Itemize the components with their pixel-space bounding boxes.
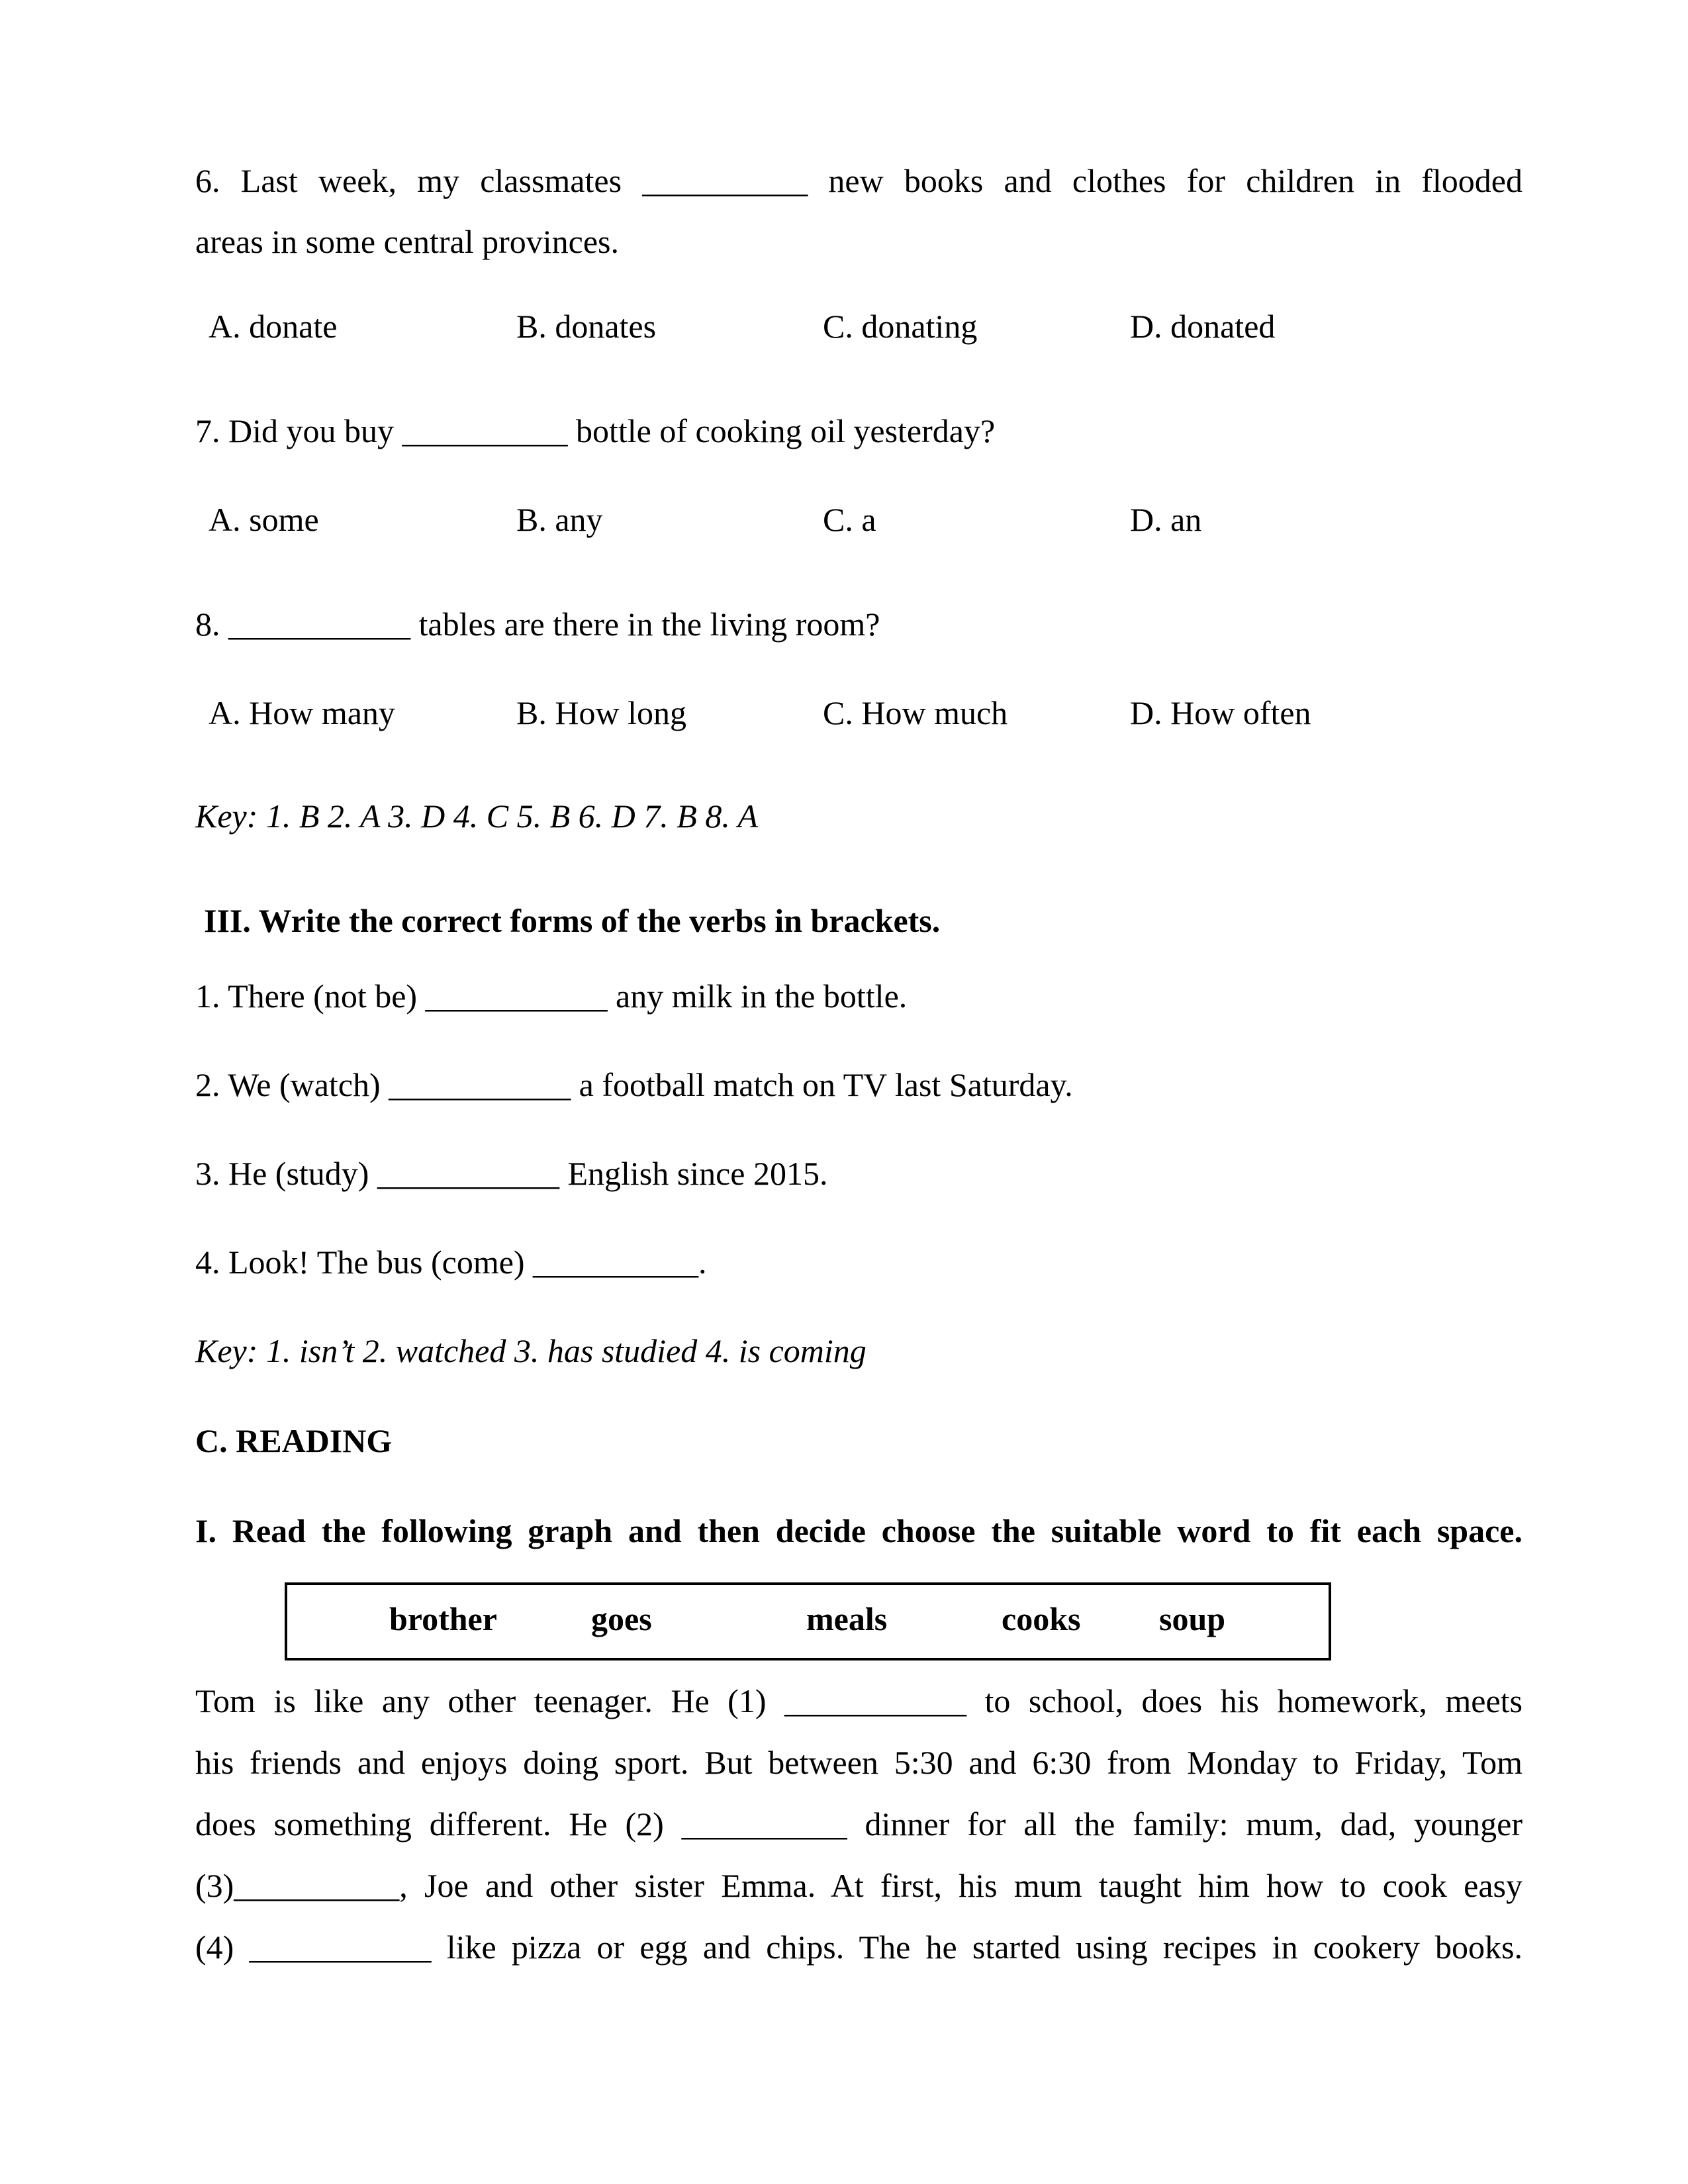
question-7-option-c: C. a [823,501,876,538]
question-6-line-1: 6. Last week, my classmates __________ new books and clothes for children in flooded [195,162,1523,199]
word-box-item: cooks [1002,1600,1081,1637]
passage-line: (3)__________, Joe and other sister Emma. At first, his mum taught him how to cook easy [195,1867,1523,1904]
question-7-option-b: B. any [516,501,603,538]
question-6-option-c: C. donating [823,308,978,345]
answer-key-multiple-choice: Key: 1. B 2. A 3. D 4. C 5. B 6. D 7. B 8. A [195,797,758,835]
reading-task-heading: I. Read the following graph and then decide choose the suitable word to fit each space. [195,1512,1523,1549]
verb-item-4: 4. Look! The bus (come) __________. [195,1244,707,1281]
reading-section-heading: C. READING [195,1422,393,1459]
verb-item-1: 1. There (not be) ___________ any milk in the bottle. [195,978,908,1015]
question-8-option-a: A. How many [209,694,395,731]
question-6-option-b: B. donates [516,308,657,345]
question-6-line-2: areas in some central provinces. [195,223,620,260]
question-7-option-d: D. an [1130,501,1202,538]
question-8-option-b: B. How long [516,694,686,731]
passage-line: (4) ___________ like pizza or egg and chips. The he started using recipes in cookery books. [195,1929,1523,1966]
question-8-option-d: D. How often [1130,694,1311,731]
question-8-option-c: C. How much [823,694,1008,731]
question-7-option-a: A. some [209,501,319,538]
word-box-item: goes [591,1600,652,1637]
verb-item-3: 3. He (study) ___________ English since 2015. [195,1155,828,1192]
question-6-option-d: D. donated [1130,308,1276,345]
question-7: 7. Did you buy __________ bottle of cooking oil yesterday? [195,412,996,449]
passage-line: Tom is like any other teenager. He (1) ___________ to school, does his homework, meets [195,1682,1523,1719]
passage-line: does something different. He (2) __________ dinner for all the family: mum, dad, younger [195,1805,1523,1843]
word-box-item: soup [1159,1600,1226,1637]
question-8: 8. ___________ tables are there in the living room? [195,606,880,643]
section-3-heading: III. Write the correct forms of the verbs in brackets. [204,902,941,939]
verb-item-2: 2. We (watch) ___________ a football match on TV last Saturday. [195,1066,1073,1103]
answer-key-verbs: Key: 1. isn’t 2. watched 3. has studied 4. is coming [195,1332,867,1369]
word-box-item: brother [389,1600,497,1637]
question-6-option-a: A. donate [209,308,338,345]
word-box-item: meals [806,1600,888,1637]
passage-line: his friends and enjoys doing sport. But between 5:30 and 6:30 from Monday to Friday, Tom [195,1744,1523,1781]
